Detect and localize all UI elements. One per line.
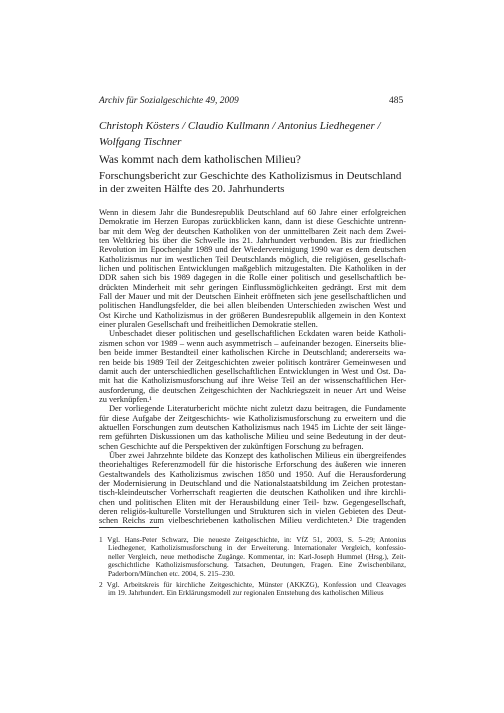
body-line: zismen schon vor 1989 – wenn auch asymmetrisch – aufeinander bezogen. Einerseits blie- [99, 338, 406, 348]
footnote-line: Liedhegener, Katholizismusforschung in der Erweiterung. Internationaler Vergleich, konfessio- [108, 544, 406, 553]
body-line: ren beide bis 1989 Teil der Zeitgeschichten zweier politisch konträrer Gemeinwesen und [99, 357, 406, 367]
footnote-line: Paderborn/München etc. 2004, S. 215–230. [108, 569, 235, 578]
article-subtitle [99, 170, 401, 196]
body-line: Über zwei Jahrzehnte bildete das Konzept des katholischen Milieus ein übergreifendes [109, 450, 406, 460]
body-line: theoriehaltiges Referenzmodell für die historische Erforschung des äußeren wie inneren [99, 460, 406, 470]
body-line: mit hat die Katholizismusforschung auf ihre Weise Teil an der wissenschaftlichen Her- [99, 376, 406, 386]
footnote [99, 536, 406, 578]
article-title: Was kommt nach dem katholischen Milieu? [99, 154, 301, 166]
body-line: bar mit dem Weg der deutschen Katholiken von der unmittelbaren Zeit nach dem Zwei- [99, 226, 406, 236]
body-line: damit auch der unterschiedlichen gesellschaftlichen Entwicklungen in West und Ost. Da- [99, 366, 406, 376]
body-line: aktuellen Forschungen zum deutschen Katholizismus nach 1945 im Lichte der seit länge- [99, 422, 406, 432]
footnote [99, 581, 406, 598]
subtitle-line-2: in der zweiten Hälfte des 20. Jahrhunderts [99, 183, 285, 195]
body-line: einer pluralen Gesellschaft und freiheitlichen Demokratie stellen. [99, 320, 318, 330]
body-line: Unbeschadet dieser politischen und gesellschaftlichen Eckdaten waren beide Katholi- [109, 329, 406, 339]
footnote-line: 2 Vgl. Arbeitskreis für kirchliche Zeitgeschichte, Münster (AKKZG), Konfession und Cleavages [99, 580, 406, 589]
authors-line-1: Christoph Kösters / Claudio Kullmann / Antonius Liedhegener / [99, 120, 381, 132]
footnote-divider [99, 527, 159, 528]
body-line: politischen Handlungsfelder, die bei allen bleibenden Unterschieden zwischen West und [99, 301, 406, 311]
body-line: drückten Minderheit mit sehr geringen Einflussmöglichkeiten gedrängt. Erst mit dem [99, 282, 406, 292]
footnote-line: 1 Vgl. Hans-Peter Schwarz, Die neueste Zeitgeschichte, in: VfZ 51, 2003, S. 5–29; Antonius [99, 536, 406, 544]
footnote-line: neller Vergleich, neue methodische Zugänge. Kommentar, in: Karl-Joseph Hummel (Hrsg.), Zeit- [108, 552, 406, 561]
body-line: ausforderung, die deutschen Zeitgeschichten der Nachkriegszeit in neuer Art und Weise [99, 385, 406, 395]
body-line: DDR sahen sich bis 1989 dagegen in die Rolle einer politisch und gesellschaftlich be- [99, 273, 406, 283]
body-line: Revolution im Epochenjahr 1989 und der Wiedervereinigung 1990 war es dem deutschen [99, 245, 406, 255]
body-line: schen Reichs zum vielbeschriebenen katholischen Milieu verdichteten.² Die tragenden [99, 516, 406, 526]
body-line: ten Weltkrieg bis über die Schwelle ins 21. Jahrhundert verbunden. Bis zur friedlichen [99, 236, 406, 246]
footnote-line: im 19. Jahrhundert. Ein Erklärungsmodell zur regionalen Entstehung des katholischen Milieus [108, 589, 384, 598]
article-body [99, 208, 406, 526]
body-line: lichen und politischen Entwicklungen maßgeblich mitzugestalten. Die Katholiken in der [99, 264, 406, 274]
body-line: schen Geschichte auf die Perspektiven der zukünftigen Forschung zu befragen. [99, 441, 364, 451]
body-line: tisch-kleindeutscher Vorherrschaft reagierten die deutschen Katholiken und ihre kirchli- [99, 488, 406, 498]
body-line: chen und politischen Eliten mit der Herausbildung einer Teil- bzw. Gegengesellschaft, [99, 497, 406, 507]
footnote-line: geschichtliche Katholizismusforschung. Tatsachen, Deutungen, Fragen. Eine Zwischenbilanz, [108, 561, 406, 570]
body-line: Katholizismus nur im westlichen Teil Deutschlands möglich, die religiösen, gesellschaft- [99, 254, 406, 264]
authors-line-2: Wolfgang Tischner [99, 136, 182, 148]
body-line: Wenn in diesem Jahr die Bundesrepublik Deutschland auf 60 Jahre einer erfolgreichen [99, 208, 406, 217]
body-line: für diese Aufgabe der Zeitgeschichts- wie Katholizismusforschung zu erweitern und die [99, 413, 406, 423]
body-line: Ost Kirche und Katholizismus in der größeren Bundesrepublik allgemein in den Kontext [99, 310, 406, 320]
subtitle-line-1: Forschungsbericht zur Geschichte des Katholizismus in Deutschland [99, 170, 402, 182]
body-line: Der vorliegende Literaturbericht möchte nicht zuletzt dazu beitragen, die Fundamente [109, 404, 406, 414]
body-line: rem geführten Diskussionen um das katholische Milieu und seine Bedeutung in der deut- [99, 432, 406, 442]
body-line: der Modernisierung in Deutschland und die Nationalstaatsbildung im Zeichen protestan- [99, 478, 406, 488]
running-header-journal: Archiv für Sozialgeschichte 49, 2009 [99, 96, 239, 106]
body-line: zu verknüpfen.¹ [99, 394, 152, 404]
body-line: ben beide immer Bestandteil einer katholischen Kirche in Deutschland; andererseits wa- [99, 348, 406, 358]
body-line: deren religiös-kulturelle Vorstellungen und Strukturen sich in vielen Gebieten des Deut- [99, 507, 406, 516]
page-number: 485 [389, 96, 404, 106]
body-line: Fall der Mauer und mit der Deutschen Einheit eröffneten sich jene gesellschaftlichen und [99, 292, 406, 302]
body-line: Gestaltwandels des Katholizismus zwischen 1850 und 1950. Auf die Herausforderung [99, 469, 406, 479]
article-authors [99, 118, 399, 150]
body-line: Demokratie im Herzen Europas zurückblicken kann, dann ist diese Geschichte untrenn- [99, 217, 406, 227]
footnotes [99, 536, 406, 601]
